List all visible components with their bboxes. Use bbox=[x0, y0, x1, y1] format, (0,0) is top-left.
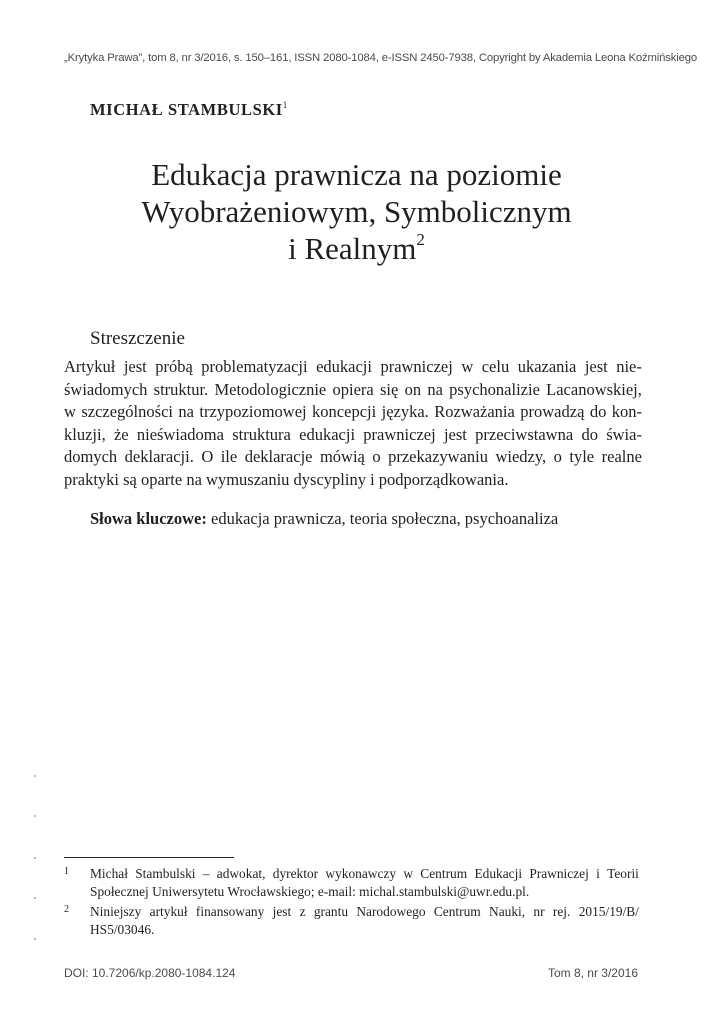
footnote-line bbox=[90, 865, 639, 883]
word: języka. bbox=[381, 402, 429, 421]
word: trzypoziomowej bbox=[199, 402, 307, 421]
word: kon- bbox=[611, 402, 642, 421]
word: struktura bbox=[232, 424, 291, 444]
title-line-text: i Realnym bbox=[288, 231, 417, 266]
word: świa- bbox=[606, 424, 642, 444]
word: w bbox=[64, 402, 76, 421]
word: wiedzy, bbox=[495, 447, 547, 466]
word: Stambulski bbox=[135, 866, 196, 881]
word: kluzji, bbox=[64, 424, 106, 444]
word: na bbox=[178, 402, 194, 421]
word: on bbox=[404, 379, 422, 399]
word: przeciwstawna bbox=[475, 424, 574, 444]
word: edukacji bbox=[316, 357, 372, 376]
abstract-line bbox=[64, 401, 642, 424]
title-footnote-mark[interactable]: 2 bbox=[416, 230, 425, 249]
word: opiera bbox=[332, 379, 374, 399]
word: Niniejszy bbox=[90, 904, 142, 919]
word: próbą bbox=[155, 357, 193, 376]
word: mówią bbox=[319, 447, 365, 466]
word: Prawniczej bbox=[529, 866, 589, 881]
keywords-label: Słowa kluczowe: bbox=[90, 509, 207, 528]
word: szczególności bbox=[81, 402, 173, 421]
margin-dot bbox=[34, 775, 36, 777]
footnote-line bbox=[90, 903, 639, 921]
word: że bbox=[113, 424, 129, 444]
word: finansowany bbox=[195, 904, 265, 919]
word: prowadzą bbox=[520, 402, 585, 421]
footnote-line: HS5/03046. bbox=[90, 921, 155, 937]
footnote-number: 1 bbox=[64, 866, 69, 877]
word: jest bbox=[123, 357, 147, 376]
abstract-line bbox=[64, 424, 642, 447]
word: Metodologicznie bbox=[214, 379, 327, 399]
word: – bbox=[202, 866, 210, 881]
word: świadomych bbox=[64, 379, 148, 399]
word: do bbox=[581, 424, 598, 444]
abstract-body bbox=[64, 356, 642, 491]
word: realne bbox=[601, 447, 642, 466]
journal-citation-header: „Krytyka Prawa”, tom 8, nr 3/2016, s. 150–161, ISSN 2080-1084, e-ISSN 2450-7938, Copyright by Akademia Leona Koźmińskiego bbox=[64, 52, 698, 64]
title-line-last bbox=[64, 230, 649, 267]
footnote-number: 2 bbox=[64, 904, 69, 915]
issue-footer: Tom 8, nr 3/2016 bbox=[547, 966, 638, 980]
footnote-line: Społecznej Uniwersytetu Wrocławskiego; e-mail: michal.stambulski@uwr.edu.pl. bbox=[90, 883, 530, 899]
word: tyle bbox=[569, 447, 595, 466]
margin-dot bbox=[34, 857, 36, 859]
word: o bbox=[553, 447, 562, 466]
word: Centrum bbox=[420, 866, 468, 881]
word: jest bbox=[584, 357, 608, 376]
footnote-2 bbox=[64, 903, 639, 938]
word: w bbox=[461, 357, 474, 376]
abstract-line bbox=[64, 379, 642, 402]
author-name bbox=[90, 100, 288, 120]
word: przekazywaniu bbox=[388, 447, 488, 466]
word: i bbox=[596, 866, 600, 881]
doi-footer: DOI: 10.7206/kp.2080-1084.124 bbox=[64, 966, 236, 980]
footnote-text bbox=[90, 903, 639, 938]
abstract-heading: Streszczenie bbox=[90, 328, 185, 349]
word: jest bbox=[443, 424, 467, 444]
footnote-1 bbox=[64, 865, 639, 900]
word: koncepcji bbox=[312, 402, 377, 421]
word: ile bbox=[220, 447, 238, 466]
word: Nauki, bbox=[489, 904, 526, 919]
margin-dot bbox=[34, 938, 36, 940]
author-footnote-mark[interactable]: 1 bbox=[282, 100, 288, 110]
word: prawniczej bbox=[380, 357, 453, 376]
word: nie- bbox=[616, 357, 642, 376]
word: deklaracje bbox=[244, 447, 313, 466]
word: jest bbox=[272, 904, 292, 919]
title-line: Edukacja prawnicza na poziomie bbox=[151, 157, 562, 192]
abstract-line bbox=[64, 446, 642, 469]
word: psychonalizie bbox=[449, 379, 540, 399]
word: wykonawczy bbox=[325, 866, 397, 881]
word: deklaracji. bbox=[124, 447, 194, 466]
abstract-line bbox=[64, 356, 642, 379]
word: nieświadoma bbox=[136, 424, 224, 444]
title-line: Wyobrażeniowym, Symbolicznym bbox=[141, 194, 572, 229]
word: się bbox=[380, 379, 399, 399]
word: do bbox=[589, 402, 607, 421]
word: nr bbox=[533, 904, 545, 919]
word: Edukacji bbox=[474, 866, 523, 881]
word: Lacanowskiej, bbox=[546, 379, 642, 399]
word: na bbox=[427, 379, 443, 399]
keywords bbox=[90, 509, 558, 529]
word: grantu bbox=[313, 904, 349, 919]
word: Narodowego bbox=[356, 904, 426, 919]
word: 2015/19/B/ bbox=[578, 904, 639, 919]
margin-dot bbox=[34, 897, 36, 899]
word: Teorii bbox=[607, 866, 639, 881]
word: O bbox=[201, 447, 214, 466]
word: ukazania bbox=[517, 357, 577, 376]
word: Artykuł bbox=[64, 357, 116, 376]
article-title bbox=[64, 156, 649, 267]
word: w bbox=[403, 866, 414, 881]
word: adwokat, bbox=[216, 866, 266, 881]
word: problematyzacji bbox=[201, 357, 308, 376]
footnote-separator bbox=[64, 857, 234, 858]
word: Michał bbox=[90, 866, 128, 881]
word: artykuł bbox=[149, 904, 188, 919]
abstract-line-last: praktyki są oparte na wymuszaniu dyscypliny i podporządkowania. bbox=[64, 469, 509, 489]
word: z bbox=[299, 904, 306, 919]
word: Rozważania bbox=[434, 402, 515, 421]
word: Centrum bbox=[433, 904, 481, 919]
footnote-text bbox=[90, 865, 639, 900]
word: struktur. bbox=[153, 379, 209, 399]
margin-dot bbox=[34, 815, 36, 817]
word: dyrektor bbox=[272, 866, 319, 881]
word: domych bbox=[64, 447, 118, 466]
word: prawniczej bbox=[363, 424, 436, 444]
word: o bbox=[372, 447, 381, 466]
word: edukacji bbox=[299, 424, 356, 444]
keywords-text: edukacja prawnicza, teoria społeczna, psychoanaliza bbox=[211, 509, 559, 528]
word: celu bbox=[481, 357, 510, 376]
author-name-text: MICHAŁ STAMBULSKI bbox=[90, 100, 283, 119]
word: rej. bbox=[552, 904, 571, 919]
